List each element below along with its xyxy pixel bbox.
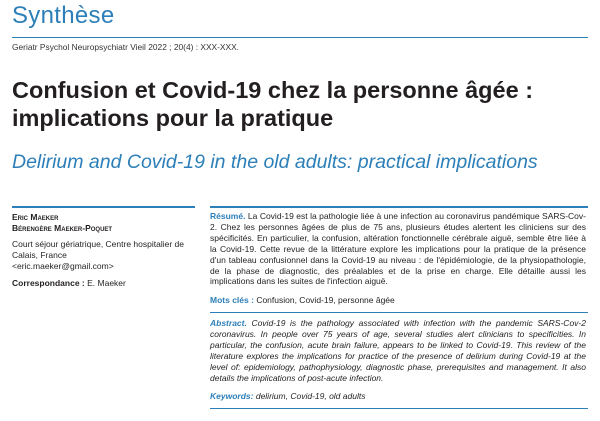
abstract-divider-middle [210,312,588,313]
abstract-divider-top [210,206,588,208]
abstract-label: Abstract. [210,318,247,328]
resume-paragraph [210,211,586,287]
journal-citation: Geriatr Psychol Neuropsychiatr Vieil 2022 ; 20(4) : XXX-XXX. [12,42,239,52]
article-title-french: Confusion et Covid-19 chez la personne âgée : implications pour la pratique [12,77,534,131]
keywords-text: delirium, Covid-19, old adults [255,391,366,401]
mots-cles-label: Mots clés : [210,295,254,305]
author-email[interactable]: <eric.maeker@gmail.com> [12,261,114,271]
correspondence-value: E. Maeker [87,278,126,288]
section-title: Synthèse [12,2,115,29]
mots-cles [210,295,586,306]
abstract-text: Covid-19 is the pathology associated with infection with the pandemic SARS-Cov-2 coronavirus. In people over 75 years of age, several studies alert clinicians to specificities. In particular, the confusion, acute brain failure, appears to be linked to Covid-19. This review of the literature explores the implications for practice of the presence of delirium during Covid-19 at the level of: epidemiology, pathophysiology, diagnostic phase, prerequisites and management. It also details the implications of post-acute infection. [210,318,586,383]
resume-text: La Covid-19 est la pathologie liée à une infection au coronavirus pandémique SARS-Cov-2. Chez les personnes âgées de plus de 75 ans, plusieurs études alertent les cliniciens sur des spécificités. En particulier, la confusion, altération fonctionnelle cérébrale aiguë, semble être liée à la Covid-19. Cette revue de la littérature explore les implications pour la pratique de la présence d'un tableau confusionnel dans la Covid-19 au niveau : de l'épidémiologie, de la physiopathologie, de la phase de diagnostic, des préalables et de la prise en charge. Elle détaille aussi les implications dans les suites de l'infection aiguë. [210,211,586,287]
correspondence [12,278,202,289]
resume-label: Résumé. [210,211,246,221]
abstract-divider-bottom [210,408,588,409]
header-divider [12,37,588,38]
authors-divider [12,206,195,208]
keywords [210,391,586,402]
author-name: Bérengère Maeker-Poquet [12,222,113,233]
correspondence-label: Correspondance : [12,278,85,288]
author-block [12,212,202,289]
affiliation-text: Court séjour gériatrique, Centre hospitalier de Calais, France [12,239,184,260]
mots-cles-text: Confusion, Covid-19, personne âgée [256,295,395,305]
affiliation [12,239,202,272]
author-name: Eric Maeker [12,212,59,222]
abstract-paragraph [210,318,586,383]
article-title-english: Delirium and Covid-19 in the old adults: practical implications [12,151,538,173]
keywords-label: Keywords: [210,391,254,401]
